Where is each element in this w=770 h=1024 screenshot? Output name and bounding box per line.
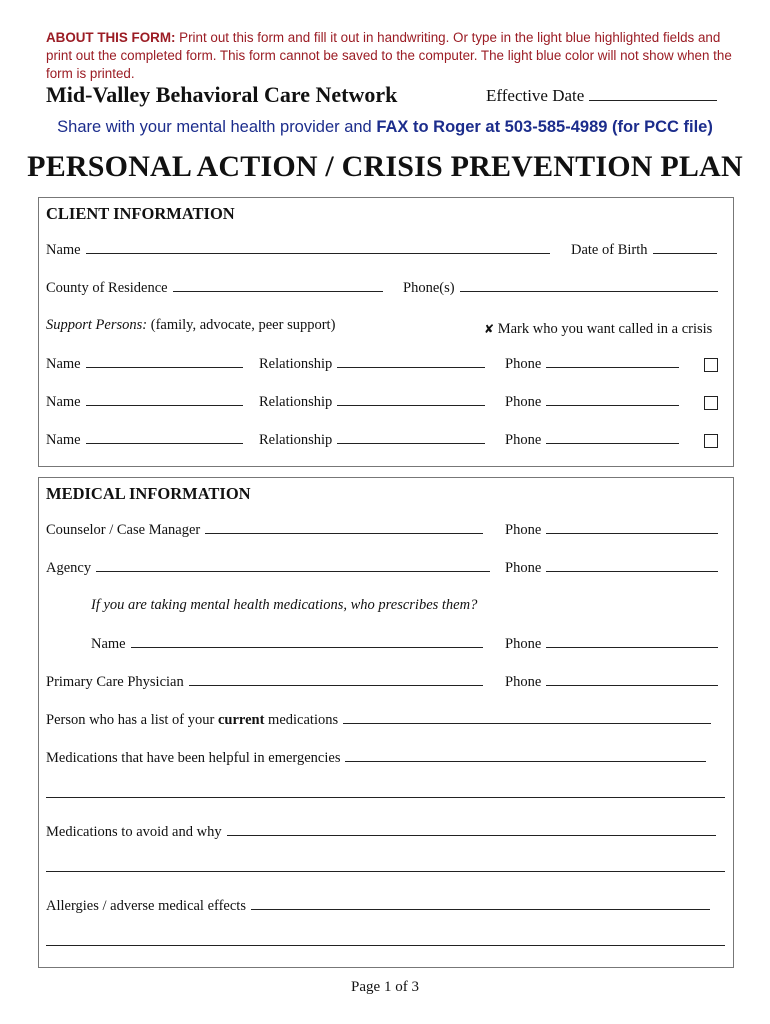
- helpful-medications-field[interactable]: [46, 749, 706, 767]
- organization-name: Mid-Valley Behavioral Care Network: [46, 82, 398, 107]
- medication-list-label-end: medications: [264, 712, 339, 728]
- support-phone-label: Phone: [505, 394, 542, 410]
- pcp-phone-line[interactable]: [546, 673, 718, 686]
- allergies-line-2[interactable]: [46, 945, 725, 946]
- allergies-label: Allergies / adverse medical effects: [46, 898, 246, 914]
- pcp-phone-field[interactable]: [505, 673, 718, 691]
- phones-line[interactable]: [460, 279, 718, 292]
- county-line[interactable]: [173, 279, 383, 292]
- prescriber-phone-field[interactable]: [505, 635, 718, 653]
- client-name-label: Name: [46, 242, 81, 258]
- medication-list-label-bold: current: [217, 712, 265, 728]
- prescriber-question-text: If you are taking mental health medications, who prescribes them?: [91, 597, 478, 613]
- avoid-medications-label: Medications to avoid and why: [46, 824, 222, 840]
- page-number: Page 1 of 3: [351, 979, 419, 995]
- agency-label: Agency: [46, 560, 92, 576]
- prescriber-phone-label: Phone: [505, 636, 542, 652]
- counselor-phone-field[interactable]: [505, 521, 718, 539]
- support-persons-heading: [46, 317, 335, 334]
- support-phone-line[interactable]: [546, 393, 679, 406]
- client-section-heading: CLIENT INFORMATION: [46, 204, 235, 223]
- share-text: Share with your mental health provider and: [57, 118, 377, 136]
- allergies-line[interactable]: [251, 897, 710, 910]
- client-information-section: [38, 197, 734, 467]
- fax-instruction: FAX to Roger at 503-585-4989 (for PCC file): [376, 118, 713, 136]
- support-name-label: Name: [46, 394, 81, 410]
- support-name-line[interactable]: [86, 393, 243, 406]
- agency-phone-field[interactable]: [505, 559, 718, 577]
- support-name-field[interactable]: [46, 355, 243, 373]
- x-mark-icon: ✘: [484, 322, 495, 336]
- support-name-line[interactable]: [86, 355, 243, 368]
- dob-line[interactable]: [653, 241, 717, 254]
- support-relationship-field[interactable]: [259, 393, 485, 411]
- prescriber-question: [91, 597, 477, 614]
- support-phone-line[interactable]: [546, 355, 679, 368]
- medication-list-label-start: Person who has a list of your: [46, 712, 218, 728]
- crisis-call-checkbox[interactable]: [704, 396, 718, 410]
- support-relationship-line[interactable]: [337, 393, 485, 406]
- dob-field[interactable]: [571, 241, 717, 259]
- support-phone-label: Phone: [505, 432, 542, 448]
- support-note: (family, advocate, peer support): [147, 317, 336, 333]
- pcp-phone-label: Phone: [505, 674, 542, 690]
- prescriber-name-field[interactable]: [91, 635, 483, 653]
- crisis-call-checkbox[interactable]: [704, 434, 718, 448]
- agency-phone-line[interactable]: [546, 559, 718, 572]
- phones-label: Phone(s): [403, 280, 455, 296]
- counselor-label: Counselor / Case Manager: [46, 522, 201, 538]
- helpful-medications-line[interactable]: [345, 749, 706, 762]
- prescriber-name-label: Name: [91, 636, 126, 652]
- crisis-call-checkbox[interactable]: [704, 358, 718, 372]
- county-field[interactable]: [46, 279, 383, 297]
- helpful-medications-label: Medications that have been helpful in emergencies: [46, 750, 341, 766]
- effective-date-line[interactable]: [589, 88, 717, 101]
- support-relationship-label: Relationship: [259, 356, 333, 372]
- allergies-field[interactable]: [46, 897, 710, 915]
- support-label: Support Persons:: [46, 317, 148, 333]
- support-phone-field[interactable]: [505, 431, 679, 449]
- prescriber-name-line[interactable]: [131, 635, 483, 648]
- support-relationship-field[interactable]: [259, 431, 485, 449]
- page-title: PERSONAL ACTION / CRISIS PREVENTION PLAN: [27, 150, 743, 183]
- avoid-medications-field[interactable]: [46, 823, 716, 841]
- counselor-phone-line[interactable]: [546, 521, 718, 534]
- effective-date-label: Effective Date: [486, 86, 585, 105]
- notice-text: Print out this form and fill it out in handwriting. Or type in the light blue highlighted fields and print out the completed form. This form cannot be saved to the computer. The light blue color will not show when the form is printed.: [46, 30, 732, 81]
- share-instruction: [0, 118, 770, 137]
- support-relationship-label: Relationship: [259, 394, 333, 410]
- support-relationship-label: Relationship: [259, 432, 333, 448]
- counselor-field[interactable]: [46, 521, 483, 539]
- counselor-line[interactable]: [205, 521, 483, 534]
- pcp-field[interactable]: [46, 673, 483, 691]
- medical-section-heading: MEDICAL INFORMATION: [46, 484, 251, 503]
- support-name-field[interactable]: [46, 431, 243, 449]
- support-name-field[interactable]: [46, 393, 243, 411]
- medication-list-holder-field[interactable]: [46, 711, 711, 729]
- effective-date-field[interactable]: [486, 86, 717, 106]
- pcp-label: Primary Care Physician: [46, 674, 184, 690]
- support-phone-line[interactable]: [546, 431, 679, 444]
- crisis-call-text: Mark who you want called in a crisis: [497, 321, 713, 337]
- medical-information-section: [38, 477, 734, 968]
- client-name-field[interactable]: [46, 241, 550, 259]
- phones-field[interactable]: [403, 279, 718, 297]
- client-name-line[interactable]: [86, 241, 550, 254]
- prescriber-phone-line[interactable]: [546, 635, 718, 648]
- agency-line[interactable]: [96, 559, 490, 572]
- county-label: County of Residence: [46, 280, 168, 296]
- medication-list-holder-line[interactable]: [343, 711, 711, 724]
- form-notice: [46, 29, 736, 83]
- counselor-phone-label: Phone: [505, 522, 542, 538]
- support-name-label: Name: [46, 356, 81, 372]
- support-phone-label: Phone: [505, 356, 542, 372]
- agency-phone-label: Phone: [505, 560, 542, 576]
- notice-label: ABOUT THIS FORM:: [46, 30, 176, 45]
- support-relationship-line[interactable]: [337, 355, 485, 368]
- agency-field[interactable]: [46, 559, 490, 577]
- support-name-line[interactable]: [86, 431, 243, 444]
- dob-label: Date of Birth: [571, 242, 648, 258]
- avoid-medications-line-2[interactable]: [46, 871, 725, 872]
- crisis-call-note: [484, 321, 712, 338]
- support-phone-field[interactable]: [505, 355, 679, 373]
- pcp-line[interactable]: [189, 673, 483, 686]
- support-relationship-field[interactable]: [259, 355, 485, 373]
- support-phone-field[interactable]: [505, 393, 679, 411]
- avoid-medications-line[interactable]: [227, 823, 716, 836]
- helpful-medications-line-2[interactable]: [46, 797, 725, 798]
- support-name-label: Name: [46, 432, 81, 448]
- support-relationship-line[interactable]: [337, 431, 485, 444]
